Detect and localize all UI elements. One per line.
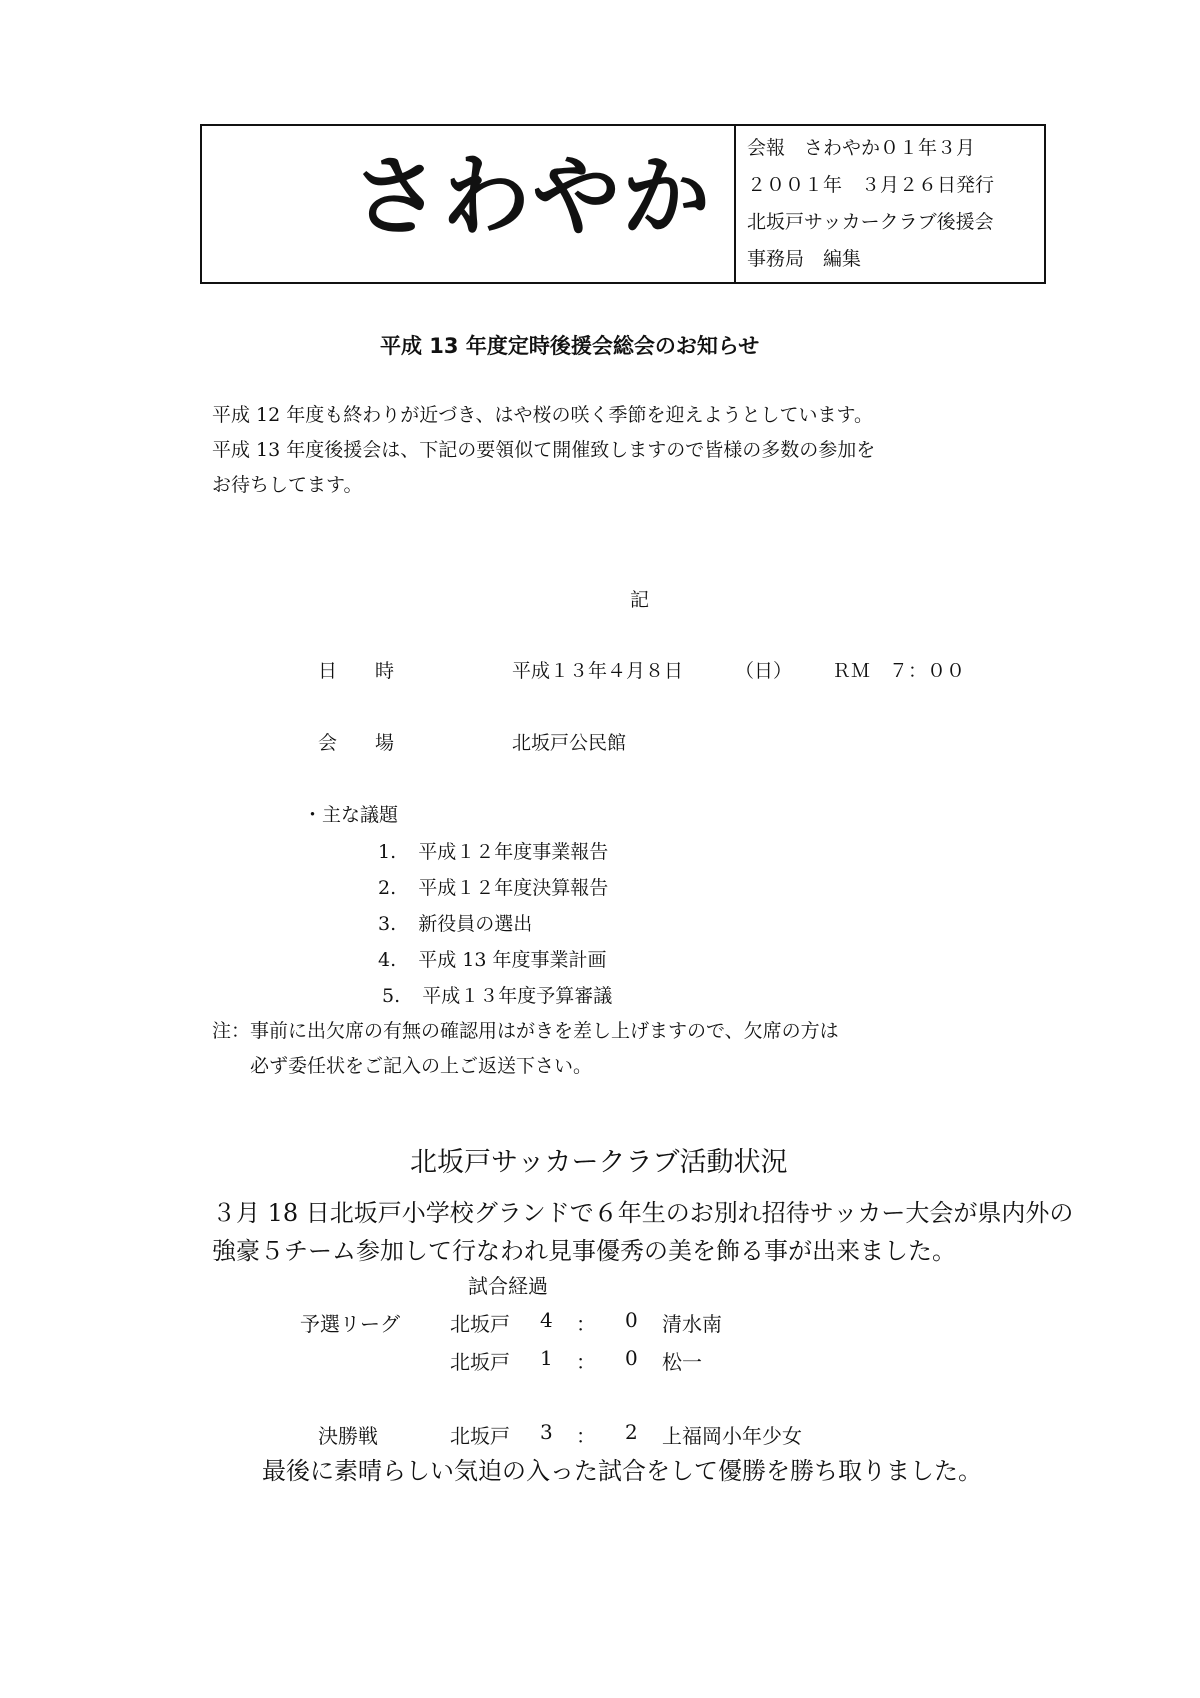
agenda-item <box>378 945 606 972</box>
masthead-info <box>747 130 994 278</box>
match-score-home: 4 <box>540 1308 553 1332</box>
activity-line: 強豪５チーム参加して行なわれ見事優秀の美を飾る事が出来ました。 <box>212 1237 956 1265</box>
datetime-time: ＲＭ ７：００ <box>832 660 966 682</box>
agenda-text: 平成１２年度決算報告 <box>418 877 609 899</box>
agenda-item <box>378 909 532 936</box>
agenda-num: 1. <box>378 841 397 863</box>
match-opponent: 清水南 <box>662 1312 722 1336</box>
newsletter-title: さわやか <box>352 145 713 248</box>
match-team: 北坂戸 <box>450 1350 510 1374</box>
match-row <box>300 1308 1000 1338</box>
match-stage: 予選リーグ <box>300 1312 400 1336</box>
intro-line: お待ちしてます。 <box>212 474 363 496</box>
venue-label: 会 場 <box>318 732 395 754</box>
match-score-away: 0 <box>625 1346 638 1370</box>
info-line: 会報 さわやか０１年３月 <box>747 137 976 159</box>
activity-text <box>212 1194 1073 1270</box>
agenda-item <box>378 837 608 864</box>
note-line: 注：事前に出欠席の有無の確認用はがきを差し上げますので、欠席の方は <box>212 1020 839 1042</box>
match-score-home: 3 <box>540 1420 553 1444</box>
info-line: 事務局 編集 <box>747 248 862 270</box>
note-line: 必ず委任状をご記入の上ご返送下さい。 <box>250 1055 593 1077</box>
match-stage: 決勝戦 <box>318 1424 378 1448</box>
agenda-text: 平成１２年度事業報告 <box>418 841 609 863</box>
info-line: 北坂戸サッカークラブ後援会 <box>747 211 994 233</box>
agenda-num: 5. <box>382 985 401 1007</box>
match-row <box>300 1346 1000 1376</box>
agenda-text: 新役員の選出 <box>418 913 533 935</box>
notice-intro <box>212 398 875 503</box>
datetime-day: （日） <box>735 660 793 682</box>
ki-marker: 記 <box>630 589 650 611</box>
agenda-item <box>378 873 608 900</box>
match-opponent: 上福岡小年少女 <box>662 1424 802 1448</box>
datetime-value: 平成１３年４月８日 <box>512 660 684 682</box>
notice-heading: 平成 13 年度定時後援会総会のお知らせ <box>380 334 760 358</box>
match-sep: ： <box>576 1424 596 1448</box>
agenda-item <box>382 981 612 1008</box>
match-team: 北坂戸 <box>450 1312 510 1336</box>
match-sep: ： <box>576 1350 596 1374</box>
masthead-box <box>200 124 1046 284</box>
match-score-away: 0 <box>625 1308 638 1332</box>
intro-line: 平成 13 年度後援会は、下記の要領似て開催致しますので皆様の多数の参加を <box>212 439 876 461</box>
agenda-num: 4. <box>378 949 397 971</box>
closing-text: 最後に素晴らしい気迫の入った試合をして優勝を勝ち取りました。 <box>262 1457 982 1485</box>
activity-line: ３月 18 日北坂戸小学校グランドで６年生のお別れ招待サッカー大会が県内外の <box>212 1199 1074 1227</box>
agenda-label: ・主な議題 <box>303 804 399 826</box>
match-score-home: 1 <box>540 1346 553 1370</box>
agenda-num: 2. <box>378 877 397 899</box>
agenda-text: 平成 13 年度事業計画 <box>418 949 607 971</box>
info-line: ２００１年 ３月２６日発行 <box>747 174 995 196</box>
agenda-num: 3. <box>378 913 397 935</box>
agenda-text: 平成１３年度予算審議 <box>422 985 613 1007</box>
venue-value: 北坂戸公民館 <box>512 732 627 754</box>
match-sep: ： <box>576 1312 596 1336</box>
match-team: 北坂戸 <box>450 1424 510 1448</box>
match-row <box>300 1420 1000 1450</box>
activity-title: 北坂戸サッカークラブ活動状況 <box>410 1147 788 1178</box>
intro-line: 平成 12 年度も終わりが近づき、はや桜の咲く季節を迎えようとしています。 <box>212 404 873 426</box>
results-title: 試合経過 <box>468 1274 548 1298</box>
match-opponent: 松一 <box>662 1350 702 1374</box>
datetime-label: 日 時 <box>318 660 395 682</box>
masthead-divider <box>734 126 736 282</box>
match-score-away: 2 <box>625 1420 638 1444</box>
